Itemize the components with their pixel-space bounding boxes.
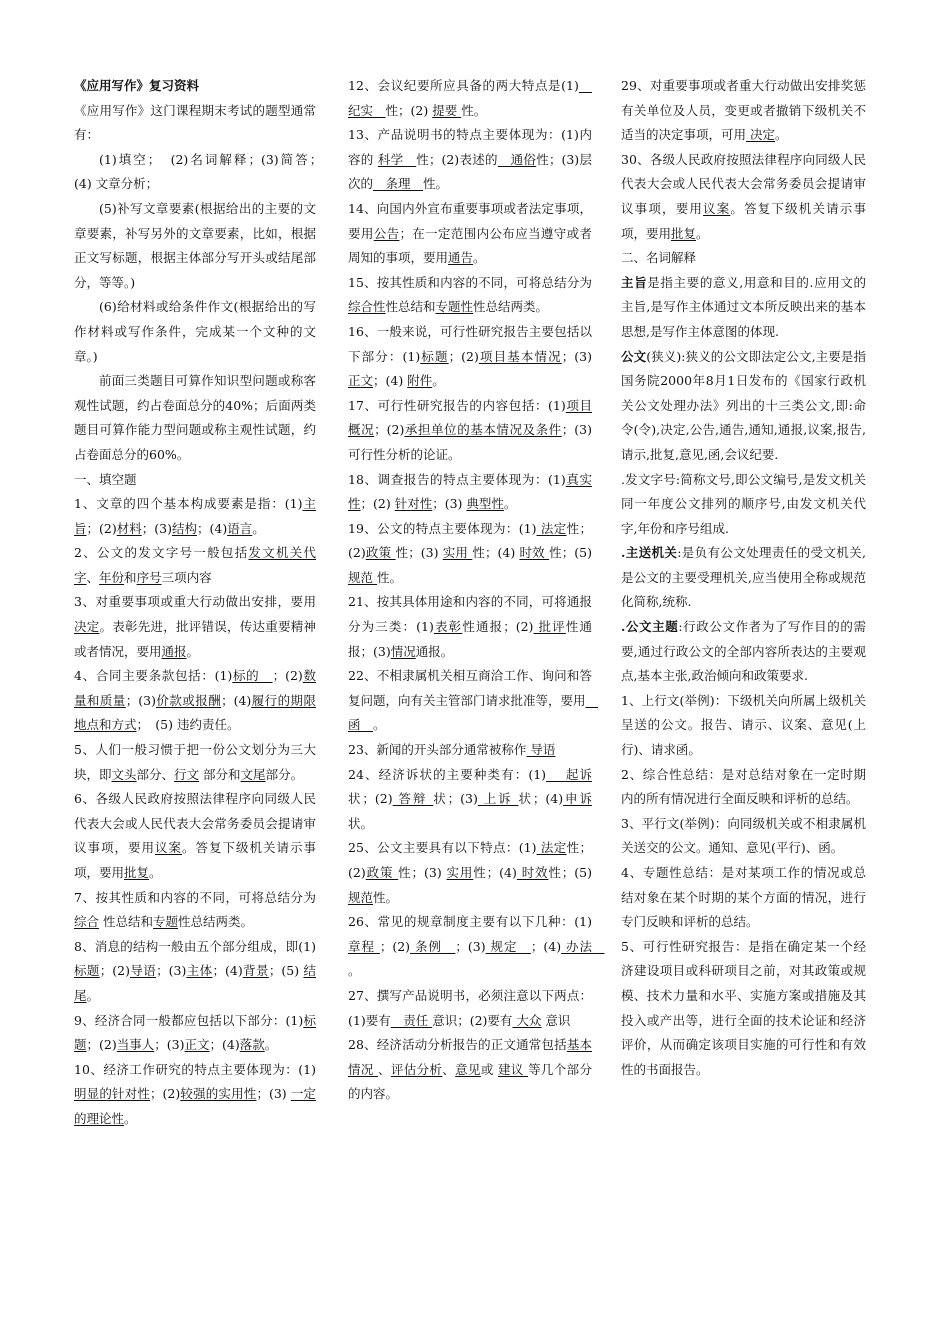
answer-blank: 背景	[242, 963, 269, 979]
text-run: 23、新闻的开头部分通常被称作	[348, 742, 527, 758]
paragraph-q3	[74, 590, 316, 664]
answer-blank: 评估分析	[390, 1061, 443, 1077]
answer-blank: 主体	[186, 963, 213, 979]
term-heading: 公文	[621, 348, 647, 364]
term-heading: 主旨	[621, 274, 648, 290]
text-run: 性；(4)	[472, 545, 520, 561]
paragraph-d4	[621, 541, 866, 615]
text-run: 性；(2)	[348, 520, 592, 561]
text-run: 28、经济活动分析报告的正文通常包括	[348, 1037, 567, 1053]
text-run: 一、填空题	[74, 471, 137, 487]
paragraph-q6	[74, 787, 316, 885]
text-run: ；(2)	[99, 963, 130, 979]
paragraph-q5	[74, 738, 316, 787]
text-run: ；(3)	[156, 963, 187, 979]
term-heading: .主送机关	[621, 545, 678, 561]
text-run: 24、经济诉状的主要种类有：(1)	[348, 766, 547, 782]
text-run: 。	[373, 717, 386, 733]
answer-blank: 年份	[99, 569, 125, 585]
text-run: 状；(3)	[433, 791, 478, 807]
paragraph-types6	[74, 295, 316, 369]
answer-blank: 正文	[348, 373, 374, 389]
answer-blank: 科学	[377, 151, 417, 167]
text-run: ；(2)	[86, 1037, 117, 1053]
text-run: 。表彰先进，批评错误，传达重要精神或者情况，要用	[74, 619, 316, 659]
paragraph-q10	[74, 1058, 316, 1132]
text-run: 。	[186, 643, 200, 659]
answer-blank: 当事人	[116, 1037, 155, 1053]
text-run: 三项内容	[161, 569, 212, 585]
text-run: ；(3)	[125, 692, 156, 708]
answer-blank: 办法	[561, 938, 605, 954]
text-run: 性总结两类。	[178, 914, 254, 930]
text-run: 部分、	[136, 766, 175, 782]
paragraph-q2	[74, 541, 316, 590]
answer-blank: 结构	[171, 520, 197, 536]
paragraph-e3	[621, 812, 866, 861]
text-run: 性通报；(3)	[348, 619, 592, 659]
text-run: ；(2)	[150, 1086, 181, 1102]
answer-blank: 文头	[111, 766, 137, 782]
answer-blank: 序号	[136, 569, 162, 585]
text-run: 性。	[423, 176, 449, 192]
text-run: 10、经济工作研究的特点主要体现为：(1)	[74, 1061, 316, 1077]
answer-blank: 议案	[154, 840, 182, 856]
text-run: ；(3)	[154, 1037, 185, 1053]
paragraph-q30	[621, 148, 866, 246]
paragraph-d2	[621, 345, 866, 468]
paragraph-q23	[348, 738, 592, 763]
answer-blank: 法定	[536, 520, 567, 536]
text-run: 部分和	[199, 766, 241, 782]
answer-blank: 实用	[446, 865, 474, 880]
text-run: :是负有公文处理责任的受文机关,是公文的主要受理机关,应当使用全称或规范化简称,统称.	[621, 545, 866, 610]
text-run: 性总结和	[385, 299, 436, 315]
paragraph-types5	[74, 197, 316, 295]
answer-blank: 时效	[519, 545, 550, 561]
answer-blank: 函	[348, 692, 599, 733]
text-run: 。	[264, 1037, 278, 1053]
text-run: ；(3)可行性分析的论证。	[348, 422, 592, 462]
answer-blank: 政策	[365, 865, 399, 880]
paragraph-q16	[348, 320, 592, 394]
text-run: 状。	[348, 815, 374, 831]
answer-blank: 基本情况	[348, 1037, 592, 1077]
paragraph-q17	[348, 394, 592, 468]
text-run: 7、按其性质和内容的不同，可将总结分为	[74, 889, 316, 905]
answer-blank: 时效	[516, 865, 549, 880]
text-run: 3、平行文(举例)：向同级机关或不相隶属机关送交的公文。通知、意见(平行)、函。	[621, 815, 866, 856]
answer-blank: 标题	[74, 1012, 316, 1053]
text-run: 性总结两类。	[473, 299, 549, 315]
paragraph-q12	[348, 74, 592, 123]
text-run: 性。	[376, 569, 402, 585]
text-run: 意识	[541, 1012, 571, 1028]
paragraph-score	[74, 369, 316, 467]
text-run: (狭义):狭义的公文即法定公文,主要是指国务院2000年8月1日发布的《国家行政机关公文处理办法》列出的十三类公文,即:命令(令),决定,公告,通告,通知,通报,议案,报告,请示,批复,意见,函,会议纪要.	[621, 348, 866, 462]
answer-blank: 决定	[74, 619, 100, 635]
text-run: 。	[775, 127, 788, 143]
text-run: 性；(3)	[395, 545, 443, 561]
answer-blank: 通告	[448, 250, 474, 266]
answer-blank: 项目基本情况	[478, 348, 562, 364]
answer-blank: 行文	[174, 766, 200, 782]
answer-blank: 明显的针对性	[74, 1086, 151, 1102]
text-run: ；(4)	[196, 520, 228, 536]
text-run: 。	[432, 373, 445, 389]
text-run: ；(3)	[141, 520, 172, 536]
answer-blank: 章程	[348, 938, 380, 954]
answer-blank: 规范	[348, 889, 374, 905]
answer-blank: 语言	[227, 520, 253, 536]
text-run: 。	[696, 225, 709, 241]
text-run: 性；(3)	[398, 865, 447, 880]
answer-blank: 规定	[485, 938, 531, 954]
answer-blank: 综合	[74, 914, 100, 930]
answer-blank: 典型性	[466, 496, 504, 512]
answer-blank: 表彰	[433, 619, 463, 635]
answer-blank: 结尾	[74, 963, 316, 1003]
paragraph-q8	[74, 935, 316, 1009]
paragraph-q13	[348, 123, 592, 197]
paragraph-q27	[348, 984, 592, 1033]
answer-blank: 起诉	[546, 766, 592, 782]
text-run: 12、会议纪要所应具备的两大特点是(1)	[348, 78, 579, 93]
answer-blank: 纪实	[348, 78, 592, 118]
paragraph-sec2	[621, 246, 866, 271]
text-run: 性。	[373, 889, 399, 905]
text-run: 性；(3)层次的	[348, 151, 592, 192]
paragraph-q19	[348, 517, 592, 591]
text-run: 25、公文主要具有以下特点：(1)	[348, 840, 537, 856]
answer-blank: 政策	[365, 545, 396, 561]
paragraph-q4	[74, 664, 316, 738]
answer-blank: 规范	[348, 569, 377, 585]
column-left	[74, 74, 342, 1132]
column-left-body	[74, 99, 342, 1132]
text-run: 18、调查报告的特点主要体现为：(1)	[348, 471, 566, 487]
term-heading: .公文主题	[621, 619, 679, 635]
answer-blank: 责任	[390, 1012, 433, 1028]
answer-blank: 标的	[232, 668, 273, 684]
text-run: 《应用写作》这门课程期末考试的题型通常有：	[74, 102, 316, 143]
paragraph-q22	[348, 664, 599, 738]
answer-blank: 文尾	[240, 766, 266, 782]
text-run: 2、公文的发文字号一般包括	[74, 545, 249, 561]
text-run: ；(4)	[221, 692, 252, 708]
text-run: 30、各级人民政府按照法律程序向同级人民代表大会或人民代表大会常务委员会提请审议事项，要用	[621, 151, 866, 216]
text-run: 。	[348, 963, 361, 979]
text-run: 状；(4)	[518, 791, 564, 807]
paragraph-q1	[74, 492, 316, 541]
answer-blank: 意见	[455, 1061, 481, 1077]
answer-blank: 决定	[746, 127, 775, 143]
text-run: 15、按其性质和内容的不同，可将总结分为	[348, 274, 592, 290]
text-run: 16、一般来说，可行性研究报告主要包括以下部分：(1)	[348, 323, 592, 364]
answer-blank: 专题	[153, 914, 179, 930]
paragraph-q29	[621, 74, 866, 148]
answer-blank: 价款或报酬	[155, 692, 222, 708]
answer-blank: 导语	[526, 742, 556, 758]
answer-blank: 导语	[129, 963, 157, 979]
paragraph-sec1	[74, 468, 316, 493]
text-run: 21、按其具体用途和内容的不同，可将通报分为三类：(1)	[348, 594, 592, 635]
text-run: 29、对重要事项或者重大行动做出安排奖惩有关单位及人员，变更或者撤销下级机关不适当的决定事项，可用	[621, 78, 866, 143]
text-run: 、	[378, 1061, 391, 1077]
document-title: 《应用写作》复习资料	[74, 78, 200, 93]
answer-blank: 发文机关代字	[74, 545, 316, 585]
answer-blank: 专题性	[435, 299, 474, 315]
text-run: (6)给材料或给条件作文(根据给出的写作材料或写作条件，完成某一个文种的文章。)	[74, 299, 316, 364]
text-run: 。	[473, 250, 486, 266]
text-run: ；(3)	[455, 938, 486, 954]
text-run: 性；(2)	[348, 840, 592, 880]
answer-blank: 主旨	[74, 496, 316, 536]
text-run: 或	[480, 1061, 499, 1077]
answer-blank: 材料	[116, 520, 142, 536]
text-run: 。答复下级机关请示事项，要用	[74, 840, 316, 880]
text-run: 1、上行文(举例)：下级机关向所属上级机关呈送的公文。报告、请示、议案、意见(上行)、请求函。	[621, 692, 866, 758]
text-run: ；(2)	[272, 668, 303, 684]
answer-blank: 实用	[442, 545, 473, 561]
paragraph-d3	[621, 468, 866, 542]
text-run: ；(2)	[374, 422, 405, 438]
paragraph-q7	[74, 886, 316, 935]
text-run: ；(4)	[373, 373, 408, 389]
answer-blank: 落款	[239, 1037, 265, 1053]
paragraph-e1	[621, 689, 866, 763]
answer-blank: 情况	[390, 643, 416, 659]
text-run: ；在一定范围内公布应当遵守或者周知的事项，要用	[348, 225, 592, 266]
answer-blank: 通俗	[497, 151, 537, 167]
text-run: 。	[252, 520, 265, 536]
column-middle	[348, 74, 605, 1107]
text-run: 6、各级人民政府按照法律程序向同级人民代表大会或人民代表大会常务委员会提请审议事项，要用	[74, 791, 316, 856]
text-run: 13、产品说明书的特点主要体现为：(1)内容的	[348, 127, 592, 167]
text-run: 前面三类题目可算作知识型问题或称客观性试题，约占卷面总分的40%；后面两类题目可算作能力型问题或称主观性试题，约占卷面总分的60%。	[74, 373, 316, 462]
answer-blank: 公告	[373, 225, 400, 241]
answer-blank: 上诉	[477, 791, 519, 807]
text-run: .发文字号:简称文号,即公文编号,是发文机关同一年度公文排列的顺序号,由发文机关代字,年份和序号组成.	[621, 471, 866, 536]
answer-blank: 条例	[410, 938, 456, 954]
text-run: ；(2)	[360, 496, 395, 512]
paragraph-d1	[621, 271, 866, 345]
text-run: 。	[124, 1110, 137, 1126]
text-run: 、	[442, 1061, 456, 1077]
paragraph-q15	[348, 271, 592, 320]
answer-blank: 承担单位的基本情况及条件	[404, 422, 562, 438]
text-run: 、	[86, 569, 100, 585]
text-run: 性；(5)	[549, 545, 592, 561]
answer-blank: 履行的期限地点和方式	[74, 692, 316, 733]
text-run: 状；(2)	[348, 791, 393, 807]
paragraph-q21	[348, 590, 592, 664]
paragraph-d5	[621, 615, 866, 689]
answer-blank: 标题	[74, 963, 100, 979]
text-run: 。	[86, 987, 100, 1003]
text-run: ；(2)	[86, 520, 117, 536]
text-run: 3、对重要事项或重大行动做出安排，要用	[74, 594, 316, 610]
answer-blank: 提要	[432, 102, 462, 118]
text-run: ；(2)	[448, 348, 479, 364]
text-run: ； (5) 违约责任。	[136, 717, 240, 733]
text-run: 性；(2)表述的	[416, 151, 498, 167]
text-run: 是指主要的意义,用意和目的.应用文的主旨,是写作主体通过文本所反映出来的基本思想,是写作主体意图的体现.	[621, 274, 866, 339]
text-run: ；(4)	[212, 963, 243, 979]
text-run: 5、可行性研究报告：是指在确定某一个经济建设项目或科研项目之前，对其政策或规模、技术力量和水平、实施方案或措施及其投入或产出等，进行全面的技术论证和经济评价，从而确定该项目实施的可行性和有效性的书面报告。	[621, 938, 866, 1077]
text-run: 4、专题性总结：是对某项工作的情况或总结对象在某个时期的某个方面的情况，进行专门反映和评析的总结。	[621, 865, 866, 930]
answer-blank: 针对性	[394, 496, 433, 512]
text-run: 19、公文的特点主要体现为：(1)	[348, 520, 537, 536]
text-run: ；(5)	[268, 963, 304, 979]
answer-blank: 大众	[512, 1012, 542, 1028]
text-run: 22、不相隶属机关相互商洽工作、询问和答复问题，向有关主管部门请求批准等，要用	[348, 668, 592, 708]
answer-blank: 议案	[703, 200, 731, 216]
answer-blank: 标题	[420, 348, 449, 364]
paragraph-q9	[74, 1009, 316, 1058]
text-run: 14、向国内外宣布重要事项或者法定事项，要用	[348, 200, 592, 241]
text-run: 部分。	[265, 766, 304, 782]
answer-blank: 条理	[373, 176, 424, 192]
text-run: 二、名词解释	[621, 250, 697, 266]
text-run: 。答复下级机关请示事项，要用	[621, 200, 866, 241]
column-right	[621, 74, 866, 1082]
answer-blank: 申诉	[563, 791, 592, 807]
paragraph-e4	[621, 861, 866, 935]
text-run: 性；(5)	[548, 865, 592, 880]
text-run: ；(3)	[432, 496, 467, 512]
answer-blank: 答辩	[392, 791, 434, 807]
text-run: 4、合同主要条款包括：(1)	[74, 668, 233, 684]
text-run: (5)补写文章要素(根据给出的主要的文章要素，补写另外的文章要素，比如，根据正文写标题，根据主体部分写开头或结尾部分，等等。)	[74, 200, 316, 290]
paragraph-q28	[348, 1033, 592, 1107]
text-run: 等几个部分的内容。	[348, 1061, 592, 1102]
text-run: 9、经济合同一般都应包括以下部分：(1)	[74, 1012, 304, 1028]
answer-blank: 附件	[407, 373, 433, 389]
text-run: 5、人们一般习惯于把一份公文划分为三大块，即	[74, 742, 316, 782]
answer-blank: 项目概况	[348, 397, 592, 438]
answer-blank: 批评	[533, 619, 566, 635]
text-run: 性通报；(2)	[462, 619, 534, 635]
answer-blank: 法定	[536, 840, 567, 856]
text-run: 通报。	[415, 643, 454, 659]
text-run: 性；(4)	[473, 865, 517, 880]
text-run: 意识；(2)要有	[432, 1012, 513, 1028]
text-run: ；(3)	[256, 1086, 291, 1102]
text-run: 1、文章的四个基本构成要素是指：(1)	[74, 496, 303, 512]
answer-blank: 建议	[498, 1061, 529, 1077]
text-run: 和	[124, 569, 137, 585]
text-run: 性总结和	[99, 914, 153, 930]
paragraph-types1	[74, 148, 342, 197]
answer-blank: 数量和质量	[74, 668, 316, 708]
text-run: ；(2)	[379, 938, 411, 954]
paragraph-e2	[621, 763, 866, 812]
text-run: 性；(2)	[385, 102, 433, 118]
text-run: 。	[503, 496, 517, 512]
text-run: ；(4)	[209, 1037, 240, 1053]
paragraph-intro	[74, 99, 316, 148]
text-run: 27、撰写产品说明书，必须注意以下两点：(1)要有	[348, 987, 592, 1028]
paragraph-q26	[348, 910, 605, 984]
text-run: :行政公文作者为了写作目的的需要,通过行政公文的全部内容所表达的主要观点,基本主张,政治倾向和政策要求.	[621, 619, 866, 684]
text-run: 2、综合性总结：是对总结对象在一定时期内的所有情况进行全面反映和评析的总结。	[621, 766, 866, 807]
text-run: (1)填空； (2)名词解释；(3)简答； (4) 文章分析；	[74, 151, 342, 192]
text-run: 。	[149, 865, 162, 880]
text-run: ；(4)	[530, 938, 562, 954]
text-run: ；(3)	[561, 348, 592, 364]
answer-blank: 真实性	[348, 471, 592, 512]
answer-blank: 正文	[184, 1037, 210, 1053]
answer-blank: 通报	[161, 643, 187, 659]
answer-blank: 批复	[671, 225, 697, 241]
answer-blank: 较强的实用性	[180, 1086, 257, 1102]
text-run: 性。	[461, 102, 487, 118]
text-run: 8、消息的结构一般由五个部分组成，即(1)	[74, 938, 316, 954]
paragraph-q14	[348, 197, 592, 271]
answer-blank: 一定的理论性	[74, 1086, 316, 1126]
paragraph-q25	[348, 836, 592, 910]
paragraph-e5	[621, 935, 866, 1083]
answer-blank: 批复	[124, 865, 150, 880]
paragraph-q24	[348, 763, 592, 837]
text-run: 26、常见的规章制度主要有以下几种：(1)	[348, 914, 592, 930]
paragraph-q18	[348, 468, 592, 517]
text-run: 17、可行性研究报告的内容包括：(1)	[348, 397, 566, 413]
answer-blank: 综合性	[348, 299, 386, 315]
